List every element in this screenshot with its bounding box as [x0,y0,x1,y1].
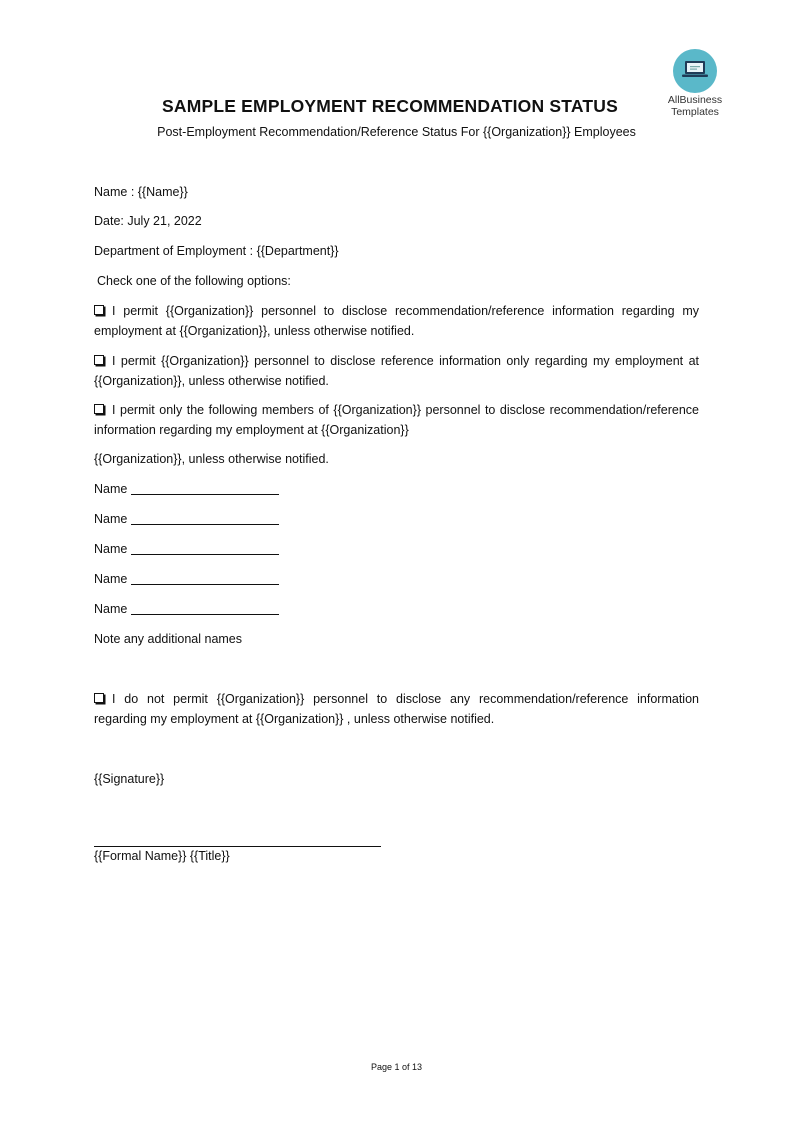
option-3-continuation: {{Organization}}, unless otherwise notified. [94,452,329,466]
name-blank-1[interactable] [131,482,279,495]
name-blank-3[interactable] [131,542,279,555]
name-line-4 [94,570,279,590]
option-2 [94,352,699,391]
document-subtitle: Post-Employment Recommendation/Reference Status For {{Organization}} Employees [157,125,636,139]
signature-placeholder: {{Signature}} [94,772,165,786]
name-blank-5[interactable] [131,602,279,615]
name-line-1 [94,480,279,500]
laptop-icon [682,60,708,80]
date-field: Date: July 21, 2022 [94,214,202,228]
department-field: Department of Employment : {{Department}} [94,244,339,258]
name-line-2 [94,510,279,530]
name-label: Name [94,512,128,526]
option-3-text: I permit only the following members of {{Organization}} personnel to disclose recommendation/reference information regarding my employment at {{Organization}} [94,403,699,437]
name-label: Name [94,572,128,586]
name-line-5 [94,600,279,620]
option-1 [94,302,699,341]
name-blank-4[interactable] [131,572,279,585]
instruction-text: Check one of the following options: [97,274,291,288]
additional-names-note: Note any additional names [94,632,243,646]
name-label: Name [94,482,128,496]
page-number: Page 1 of 13 [370,1062,423,1072]
checkbox-option-1[interactable] [94,305,104,315]
formal-name-title: {{Formal Name}} {{Title}} [94,849,230,863]
logo-text-line2: Templates [671,106,719,118]
checkbox-option-4[interactable] [94,693,104,703]
option-1-text: I permit {{Organization}} personnel to disclose recommendation/reference information regarding my employment at {{Organization}}, unless otherwise notified. [94,304,699,338]
option-2-text: I permit {{Organization}} personnel to disclose reference information only regarding my employment at {{Organization}}, unless otherwise notified. [94,354,699,388]
option-4-text: I do not permit {{Organization}} personnel to disclose any recommendation/reference information regarding my employment at {{Organization}} , unless otherwise notified. [94,692,699,726]
name-label: Name [94,602,128,616]
name-blank-2[interactable] [131,512,279,525]
option-4 [94,690,699,729]
logo-badge [673,49,717,93]
name-label: Name [94,542,128,556]
checkbox-option-2[interactable] [94,355,104,365]
name-line-3 [94,540,279,560]
logo-text-line1: AllBusiness [667,94,723,106]
option-3 [94,401,699,440]
document-title: SAMPLE EMPLOYMENT RECOMMENDATION STATUS [162,96,618,116]
name-field: Name : {{Name}} [94,185,188,199]
checkbox-option-3[interactable] [94,404,104,414]
